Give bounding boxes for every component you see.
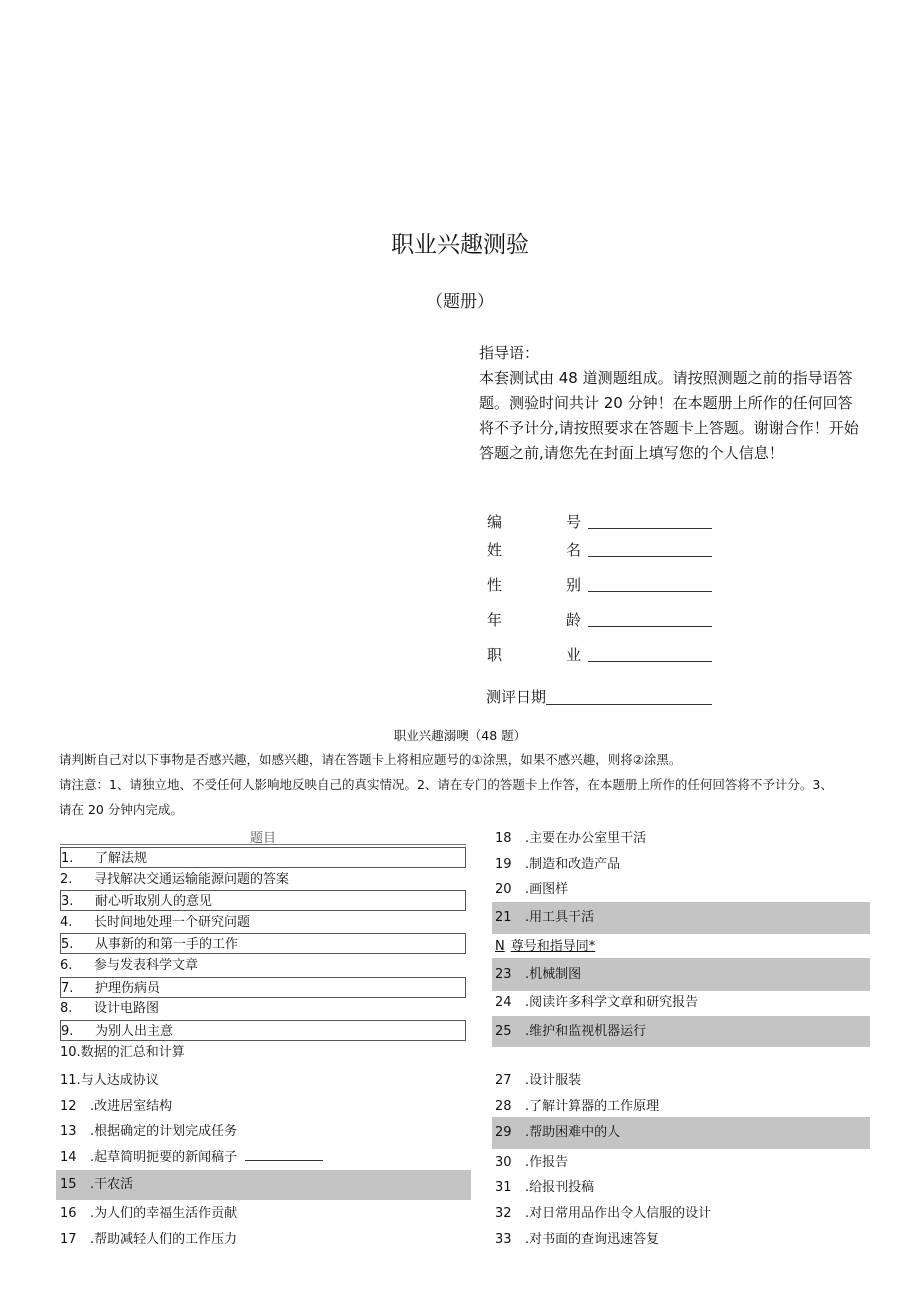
question-item <box>60 890 466 911</box>
question-text: .改进居室结构 <box>90 1099 173 1114</box>
question-item <box>60 1020 466 1041</box>
question-number: 15 <box>60 1177 77 1192</box>
question-item <box>60 1147 466 1168</box>
question-item <box>60 1203 466 1224</box>
form-label-char: 名 <box>566 541 582 559</box>
section-title: 职业兴趣溺噢（48 题） <box>393 728 527 743</box>
question-number: 11. <box>60 1073 81 1088</box>
question-item <box>492 936 862 957</box>
form-label-char: 业 <box>566 646 582 664</box>
question-number: 9. <box>61 1024 74 1039</box>
question-number: 4. <box>60 915 73 930</box>
question-text: .主要在办公室里干活 <box>525 831 647 846</box>
question-item <box>60 977 466 998</box>
form-label-char: 号 <box>566 513 582 531</box>
question-number: 7. <box>61 981 74 996</box>
question-text: .为人们的幸福生活作贡献 <box>90 1206 238 1221</box>
question-text: 护理伤病员 <box>95 981 161 996</box>
question-text: 了解法规 <box>95 851 148 866</box>
question-number: 28 <box>495 1099 512 1114</box>
question-item <box>60 1042 466 1063</box>
question-text: .用工具干活 <box>525 910 595 925</box>
guide-line: 答题之前,请您先在封面上填写您的个人信息！ <box>479 444 784 462</box>
question-text: 耐心听取别人的意见 <box>95 894 213 909</box>
question-item <box>60 1070 466 1091</box>
question-item <box>492 1177 862 1198</box>
question-text: .帮助困难中的人 <box>525 1125 621 1140</box>
guide-line: 题。测验时间共计 20 分钟！在本题册上所作的任何回答 <box>479 394 853 412</box>
question-item <box>60 1229 466 1250</box>
header-divider <box>60 844 466 845</box>
page-subtitle: （题册） <box>426 292 494 312</box>
question-item <box>56 1170 471 1200</box>
form-label-date: 测评日期 <box>486 688 547 706</box>
question-text: .设计服装 <box>525 1073 582 1088</box>
question-item <box>492 1117 870 1149</box>
question-text: .起草简明扼要的新闻稿子 <box>90 1150 238 1165</box>
question-number: 19 <box>495 857 512 872</box>
question-item <box>492 1070 862 1091</box>
question-number: 1. <box>61 851 74 866</box>
question-item <box>492 854 862 875</box>
question-number: 8. <box>60 1001 73 1016</box>
form-label-char: 别 <box>566 576 582 594</box>
question-item <box>60 869 466 890</box>
form-field-line[interactable] <box>588 528 712 529</box>
question-number: 32 <box>495 1206 512 1221</box>
form-field-line[interactable] <box>588 626 712 627</box>
question-text: .作报告 <box>525 1155 569 1170</box>
question-item <box>492 992 862 1013</box>
question-text: .制造和改造产品 <box>525 857 621 872</box>
question-number: 18 <box>495 831 512 846</box>
question-number: 13 <box>60 1124 77 1139</box>
question-number: 24 <box>495 995 512 1010</box>
question-item <box>60 998 466 1019</box>
form-field-date[interactable] <box>546 704 712 705</box>
question-item <box>60 1121 466 1142</box>
question-text: 设计电路图 <box>94 1001 160 1016</box>
form-field-line[interactable] <box>588 556 712 557</box>
question-text: 与人达成协议 <box>80 1073 159 1088</box>
guide-line: 将不予计分,请按照要求在答题卡上答题。谢谢合作！开始 <box>479 419 859 437</box>
question-item <box>492 879 862 900</box>
question-number: 31 <box>495 1180 512 1195</box>
question-text: .干农活 <box>90 1177 134 1192</box>
question-number: 12 <box>60 1099 77 1114</box>
question-number: 10. <box>60 1045 81 1060</box>
question-text: .根据确定的计划完成任务 <box>90 1124 238 1139</box>
question-number: 23 <box>495 967 512 982</box>
question-text: .对日常用品作出令人信服的设计 <box>525 1206 712 1221</box>
question-text: .给报刊投稿 <box>525 1180 595 1195</box>
question-number: 2. <box>60 872 73 887</box>
instruction-line: 请判断自己对以下事物是否感兴趣，如感兴趣，请在答题卡上将相应题号的①涂黑，如果不感兴趣，则将②涂黑。 <box>59 752 682 767</box>
form-field-line[interactable] <box>588 591 712 592</box>
question-text: 长时间地处理一个研究问题 <box>94 915 251 930</box>
question-item <box>492 1096 862 1117</box>
question-number: 25 <box>495 1024 512 1039</box>
question-text: 数据的汇总和计算 <box>80 1045 185 1060</box>
guide-heading: 指导语： <box>479 344 540 362</box>
question-number: 5. <box>61 937 74 952</box>
question-item <box>60 912 466 933</box>
form-label-char: 年 <box>487 611 503 629</box>
question-text: 尊号和指导同* <box>510 939 596 954</box>
question-number: 33 <box>495 1232 512 1247</box>
question-number: 20 <box>495 882 512 897</box>
question-text: 寻找解决交通运输能源问题的答案 <box>94 872 290 887</box>
instruction-line: 请注意：1、请独立地、不受任何人影响地反映自己的真实情况。2、请在专门的答题卡上作答，在本题册上所作的任何回答将不予计分。3、 <box>59 777 833 792</box>
question-item <box>60 933 466 954</box>
question-text: .阅读许多科学文章和研究报告 <box>525 995 699 1010</box>
form-label-char: 编 <box>487 513 503 531</box>
question-number: 30 <box>495 1155 512 1170</box>
question-text: .维护和监视机器运行 <box>525 1024 647 1039</box>
question-number: 21 <box>495 910 512 925</box>
blank-line <box>245 1148 323 1161</box>
form-label-char: 性 <box>487 576 503 594</box>
column-header: 题目 <box>249 831 276 846</box>
question-number: 6. <box>60 958 73 973</box>
question-item <box>60 1096 466 1117</box>
question-text: 参与发表科学文章 <box>94 958 199 973</box>
question-text: .了解计算器的工作原理 <box>525 1099 660 1114</box>
question-number: 27 <box>495 1073 512 1088</box>
question-item <box>492 828 862 849</box>
question-number: 14 <box>60 1150 77 1165</box>
question-item <box>492 1203 862 1224</box>
question-number: 16 <box>60 1206 77 1221</box>
question-number: N <box>495 939 505 954</box>
guide-line: 本套测试由 48 道测题组成。请按照测题之前的指导语答 <box>479 369 853 387</box>
question-text: .机械制图 <box>525 967 582 982</box>
form-label-char: 姓 <box>487 541 503 559</box>
question-number: 3. <box>61 894 74 909</box>
question-item <box>492 1229 862 1250</box>
page-title: 职业兴趣测验 <box>391 232 529 258</box>
question-item <box>492 958 870 991</box>
instruction-line: 请在 20 分钟内完成。 <box>59 802 183 817</box>
question-text: 从事新的和第一手的工作 <box>95 937 239 952</box>
question-text: .帮助减轻人们的工作压力 <box>90 1232 238 1247</box>
question-item <box>492 1016 870 1047</box>
question-item <box>60 847 466 868</box>
question-number: 17 <box>60 1232 77 1247</box>
question-item <box>492 902 870 934</box>
question-item <box>60 955 466 976</box>
form-label-char: 职 <box>487 646 503 664</box>
form-label-char: 龄 <box>566 611 582 629</box>
form-field-line[interactable] <box>588 661 712 662</box>
question-text: .对书面的查询迅速答复 <box>525 1232 660 1247</box>
question-item <box>492 1152 862 1173</box>
question-text: 为别人出主意 <box>95 1024 174 1039</box>
question-number: 29 <box>495 1125 512 1140</box>
question-text: .画图样 <box>525 882 569 897</box>
